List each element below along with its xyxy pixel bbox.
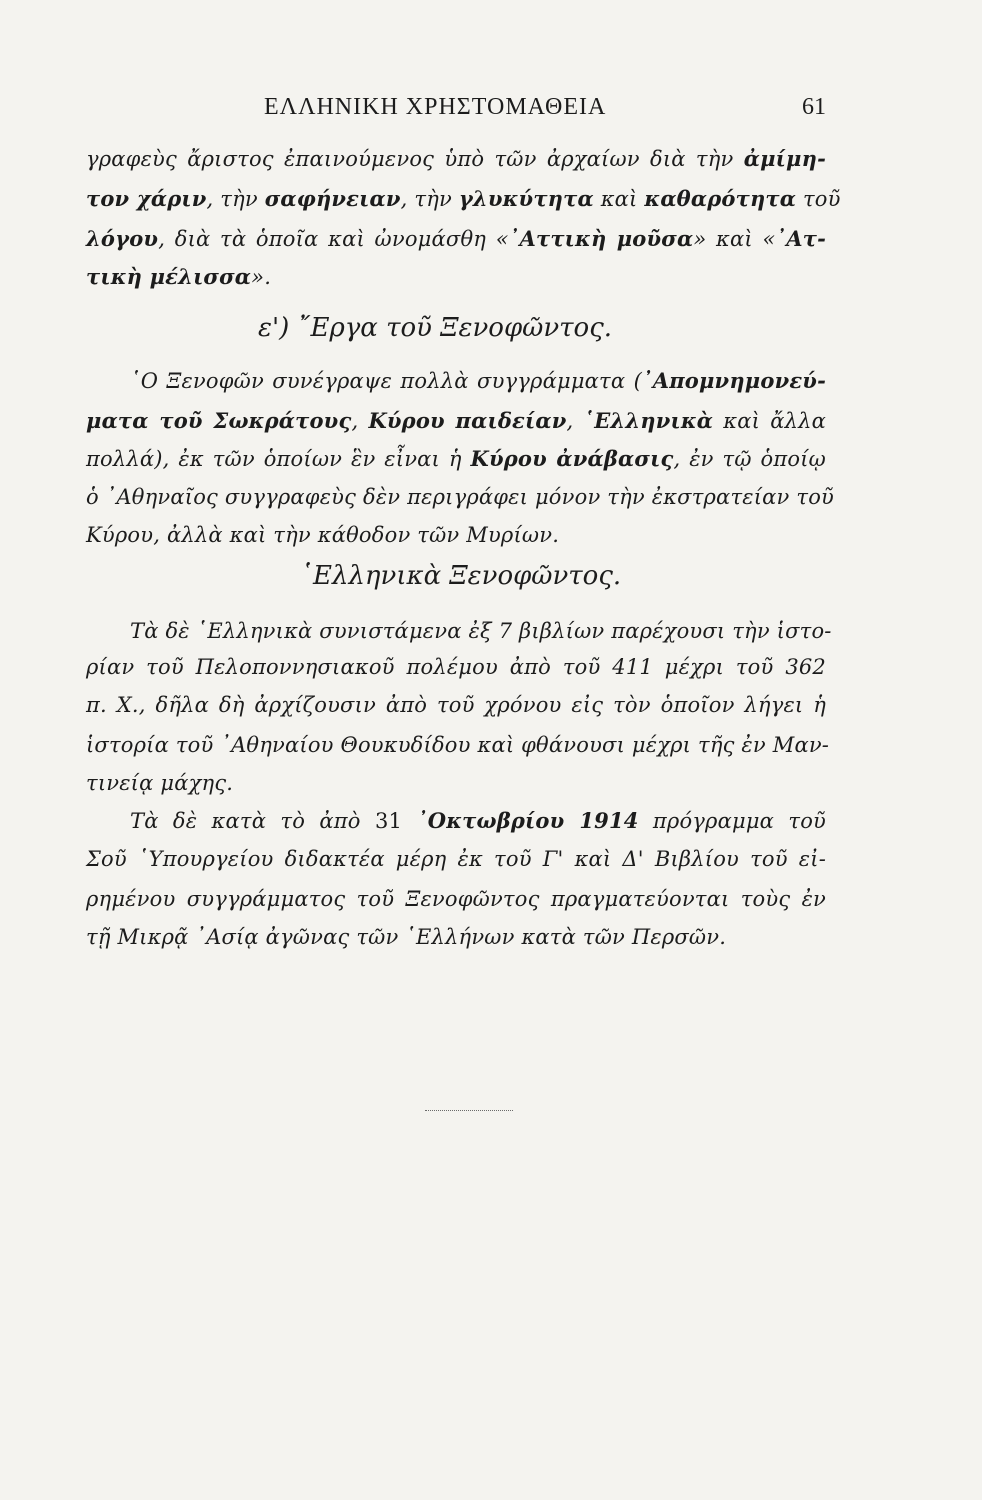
end-rule bbox=[425, 1110, 513, 1111]
para4-line1 bbox=[86, 806, 826, 836]
bold-span: τον χάριν bbox=[86, 186, 207, 211]
page-number: 61 bbox=[802, 94, 826, 120]
text-span: πολλά), ἐκ τῶν ὁποίων ἓν εἶναι ἡ bbox=[86, 447, 471, 471]
para2-line4: ὁ ᾿Αθηναῖος συγγραφεὺς δὲν περιγράφει μόνον τὴν ἐκστρατείαν τοῦ bbox=[86, 485, 835, 509]
text-span: ». bbox=[251, 265, 272, 289]
para3-line2: ρίαν τοῦ Πελοποννησιακοῦ πολέμου ἀπὸ τοῦ 411 μέχρι τοῦ 362 bbox=[86, 655, 826, 679]
text-span: , bbox=[566, 409, 584, 433]
bold-span: Κύρου ἀνάβασις bbox=[470, 446, 674, 471]
section-heading-hellenica: ῾Ελληνικὰ Ξενοφῶντος. bbox=[300, 561, 622, 591]
para2-line3 bbox=[86, 444, 826, 474]
running-header bbox=[86, 94, 826, 124]
bold-span: τικὴ μέλισσα bbox=[86, 264, 252, 289]
text-span: Τὰ δὲ κατὰ τὸ ἀπὸ bbox=[130, 809, 375, 833]
text-span: καὶ bbox=[593, 187, 645, 211]
text-span: γραφεὺς ἄριστος ἐπαινούμενος ὑπὸ τῶν ἀρχαίων διὰ τὴν bbox=[86, 147, 744, 171]
para3-line4: ἱστορία τοῦ ᾿Αθηναίου Θουκυδίδου καὶ φθάνουσι μέχρι τῆς ἐν Μαν- bbox=[86, 733, 830, 757]
bold-span: ἀμίμη- bbox=[743, 146, 826, 171]
bold-span: ῾Ελληνικὰ bbox=[583, 408, 714, 433]
bold-span: σαφήνειαν bbox=[264, 186, 401, 211]
text-span: πρόγραμμα τοῦ bbox=[638, 809, 827, 833]
para1-line2 bbox=[86, 184, 841, 214]
para4-line4: τῇ Μικρᾷ ᾿Ασίᾳ ἀγῶνας τῶν ῾Ελλήνων κατὰ τῶν Περσῶν. bbox=[86, 925, 727, 949]
para2-line5: Κύρου, ἀλλὰ καὶ τὴν κάθοδον τῶν Μυρίων. bbox=[86, 523, 560, 547]
date-number: 31 bbox=[374, 809, 403, 833]
para2-line2 bbox=[86, 406, 826, 436]
para4-line3: ρημένου συγγράμματος τοῦ Ξενοφῶντος πραγματεύονται τοὺς ἐν bbox=[86, 887, 826, 911]
text-span: ῾Ο Ξενοφῶν συνέγραψε πολλὰ συγγράμματα ( bbox=[130, 369, 643, 393]
para1-line1 bbox=[86, 144, 826, 174]
para3-line3: π. Χ., δῆλα δὴ ἀρχίζουσιν ἀπὸ τοῦ χρόνου εἰς τὸν ὁποῖον λήγει ἡ bbox=[86, 693, 826, 717]
bold-span: καθαρότητα bbox=[644, 186, 797, 211]
para3-line5: τινείᾳ μάχης. bbox=[86, 771, 234, 795]
bold-span: ματα τοῦ Σωκράτους bbox=[86, 408, 352, 433]
text-span: , bbox=[351, 409, 369, 433]
bold-span: λόγου bbox=[86, 226, 159, 251]
para4-line2: Σοῦ ῾Υπουργείου διδακτέα μέρη ἐκ τοῦ Γ' καὶ Δ' Βιβλίου τοῦ εἰ- bbox=[86, 847, 826, 871]
para2-line1 bbox=[86, 366, 826, 396]
text-span: τοῦ bbox=[796, 187, 841, 211]
bold-span: ᾿Αττικὴ μοῦσα bbox=[508, 226, 694, 251]
bold-span: γλυκύτητα bbox=[458, 186, 594, 211]
para1-line4 bbox=[86, 262, 826, 292]
para1-line3 bbox=[86, 224, 826, 254]
bold-span: ᾿Ατ- bbox=[775, 226, 827, 251]
text-span: , διὰ τὰ ὁποῖα καὶ ὠνομάσθη « bbox=[158, 227, 509, 251]
para3-line1: Τὰ δὲ ῾Ελληνικὰ συνιστάμενα ἐξ 7 βιβλίων παρέχουσι τὴν ἱστο- bbox=[130, 619, 832, 643]
bold-span: ᾿Απομνημονεύ- bbox=[642, 368, 826, 393]
text-span: , ἐν τῷ ὁποίῳ bbox=[673, 447, 826, 471]
section-heading-works: ε') ῎Εργα τοῦ Ξενοφῶντος. bbox=[258, 313, 613, 343]
text-span: καὶ ἄλλα bbox=[713, 409, 826, 433]
bold-span: ᾿Οκτωβρίου 1914 bbox=[402, 808, 639, 833]
text-span: » καὶ « bbox=[693, 227, 776, 251]
bold-span: Κύρου παιδείαν bbox=[368, 408, 567, 433]
text-span: , τὴν bbox=[400, 187, 459, 211]
running-title: ΕΛΛΗΝΙΚΗ ΧΡΗΣΤΟΜΑΘΕΙΑ bbox=[264, 94, 607, 120]
text-span: , τὴν bbox=[206, 187, 265, 211]
